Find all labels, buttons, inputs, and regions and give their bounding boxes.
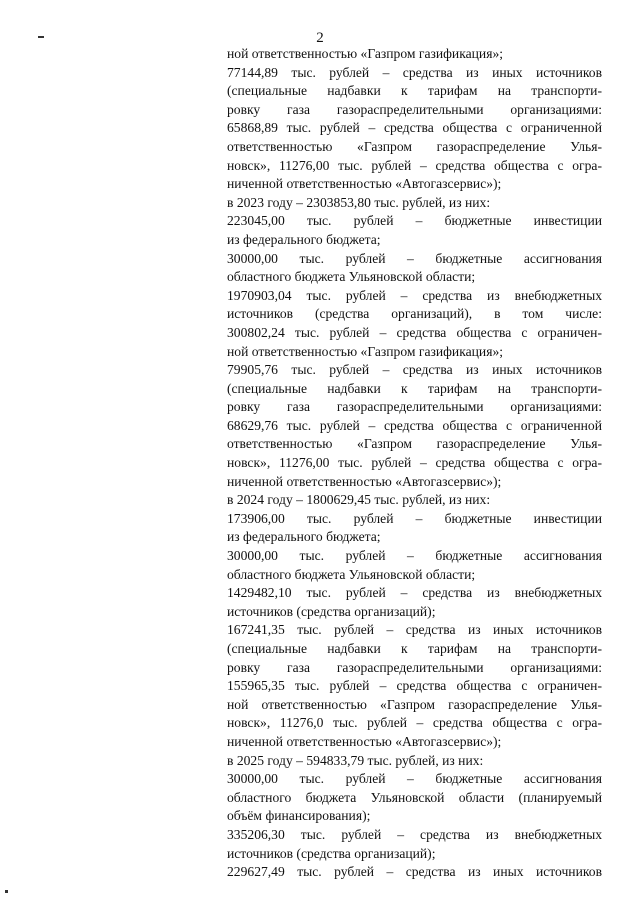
text-line: областного бюджета Ульяновской области; xyxy=(227,566,476,582)
scan-mark xyxy=(38,36,44,38)
text-line: в 2024 году – 1800629,45 тыс. рублей, из них: xyxy=(227,492,491,508)
scan-mark xyxy=(5,890,8,893)
text-line: ной ответственностью «Газпром газификация»; xyxy=(227,46,504,61)
text-line: 68629,76 тыс. рублей – средства общества с ограниченной xyxy=(227,417,602,433)
page-number: 2 xyxy=(316,30,324,46)
text-line: источников (средства организаций); xyxy=(227,845,436,861)
text-line: ниченной ответственностью «Автогазсервис»); xyxy=(227,176,502,192)
text-line: 1970903,04 тыс. рублей – средства из внебюджетных xyxy=(227,287,602,303)
text-line: (специальные надбавки к тарифам на транспорти- xyxy=(227,380,602,396)
text-line: объём финансирования); xyxy=(227,808,371,824)
text-line: новск», 11276,00 тыс. рублей – средства общества с огра- xyxy=(227,455,602,471)
text-line: из федерального бюджета; xyxy=(227,231,381,247)
text-line: новск», 11276,00 тыс. рублей – средства общества с огра- xyxy=(227,157,602,173)
text-line: 335206,30 тыс. рублей – средства из внебюджетных xyxy=(227,826,602,842)
text-line: ровку газа газораспределительными организациями: xyxy=(227,399,602,415)
text-line: новск», 11276,0 тыс. рублей – средства общества с огра- xyxy=(227,715,602,731)
text-line: 167241,35 тыс. рублей – средства из иных источников xyxy=(227,622,602,638)
text-line: 30000,00 тыс. рублей – бюджетные ассигнования xyxy=(227,250,602,266)
text-line: ной ответственностью «Газпром газификация»; xyxy=(227,343,504,359)
text-line: областного бюджета Ульяновской области (планируемый xyxy=(227,789,602,805)
text-line: ровку газа газораспределительными организациями: xyxy=(227,101,602,117)
text-line: 173906,00 тыс. рублей – бюджетные инвестиции xyxy=(227,510,602,526)
text-line: ниченной ответственностью «Автогазсервис»); xyxy=(227,473,502,489)
text-line: 223045,00 тыс. рублей – бюджетные инвестиции xyxy=(227,213,602,229)
text-line: 155965,35 тыс. рублей – средства общества с ограничен- xyxy=(227,678,602,694)
text-line: в 2023 году – 2303853,80 тыс. рублей, из них: xyxy=(227,194,491,210)
text-line: 65868,89 тыс. рублей – средства общества с ограниченной xyxy=(227,120,602,136)
document-body xyxy=(227,45,602,882)
text-line: 30000,00 тыс. рублей – бюджетные ассигнования xyxy=(227,548,602,564)
text-line: 1429482,10 тыс. рублей – средства из внебюджетных xyxy=(227,585,602,601)
text-line: ответственностью «Газпром газораспределение Улья- xyxy=(227,436,602,452)
text-line: 30000,00 тыс. рублей – бюджетные ассигнования xyxy=(227,771,602,787)
text-line: источников (средства организаций), в том числе: xyxy=(227,306,602,322)
text-line: в 2025 году – 594833,79 тыс. рублей, из них: xyxy=(227,752,484,768)
text-line: (специальные надбавки к тарифам на транспорти- xyxy=(227,641,602,656)
text-line: 300802,24 тыс. рублей – средства общества с ограничен- xyxy=(227,324,602,340)
text-line: источников (средства организаций); xyxy=(227,603,436,619)
text-line: ответственностью «Газпром газораспределение Улья- xyxy=(227,138,602,154)
text-line: ровку газа газораспределительными организациями: xyxy=(227,659,602,675)
text-line: (специальные надбавки к тарифам на транспорти- xyxy=(227,83,602,99)
text-line: ной ответственностью «Газпром газораспределение Улья- xyxy=(227,696,602,712)
text-line: областного бюджета Ульяновской области; xyxy=(227,269,476,285)
text-line: 229627,49 тыс. рублей – средства из иных источников xyxy=(227,864,602,880)
text-line: из федерального бюджета; xyxy=(227,529,381,545)
text-line: ниченной ответственностью «Автогазсервис»); xyxy=(227,733,502,749)
text-line: 79905,76 тыс. рублей – средства из иных источников xyxy=(227,362,602,378)
text-line: 77144,89 тыс. рублей – средства из иных источников xyxy=(227,64,602,80)
